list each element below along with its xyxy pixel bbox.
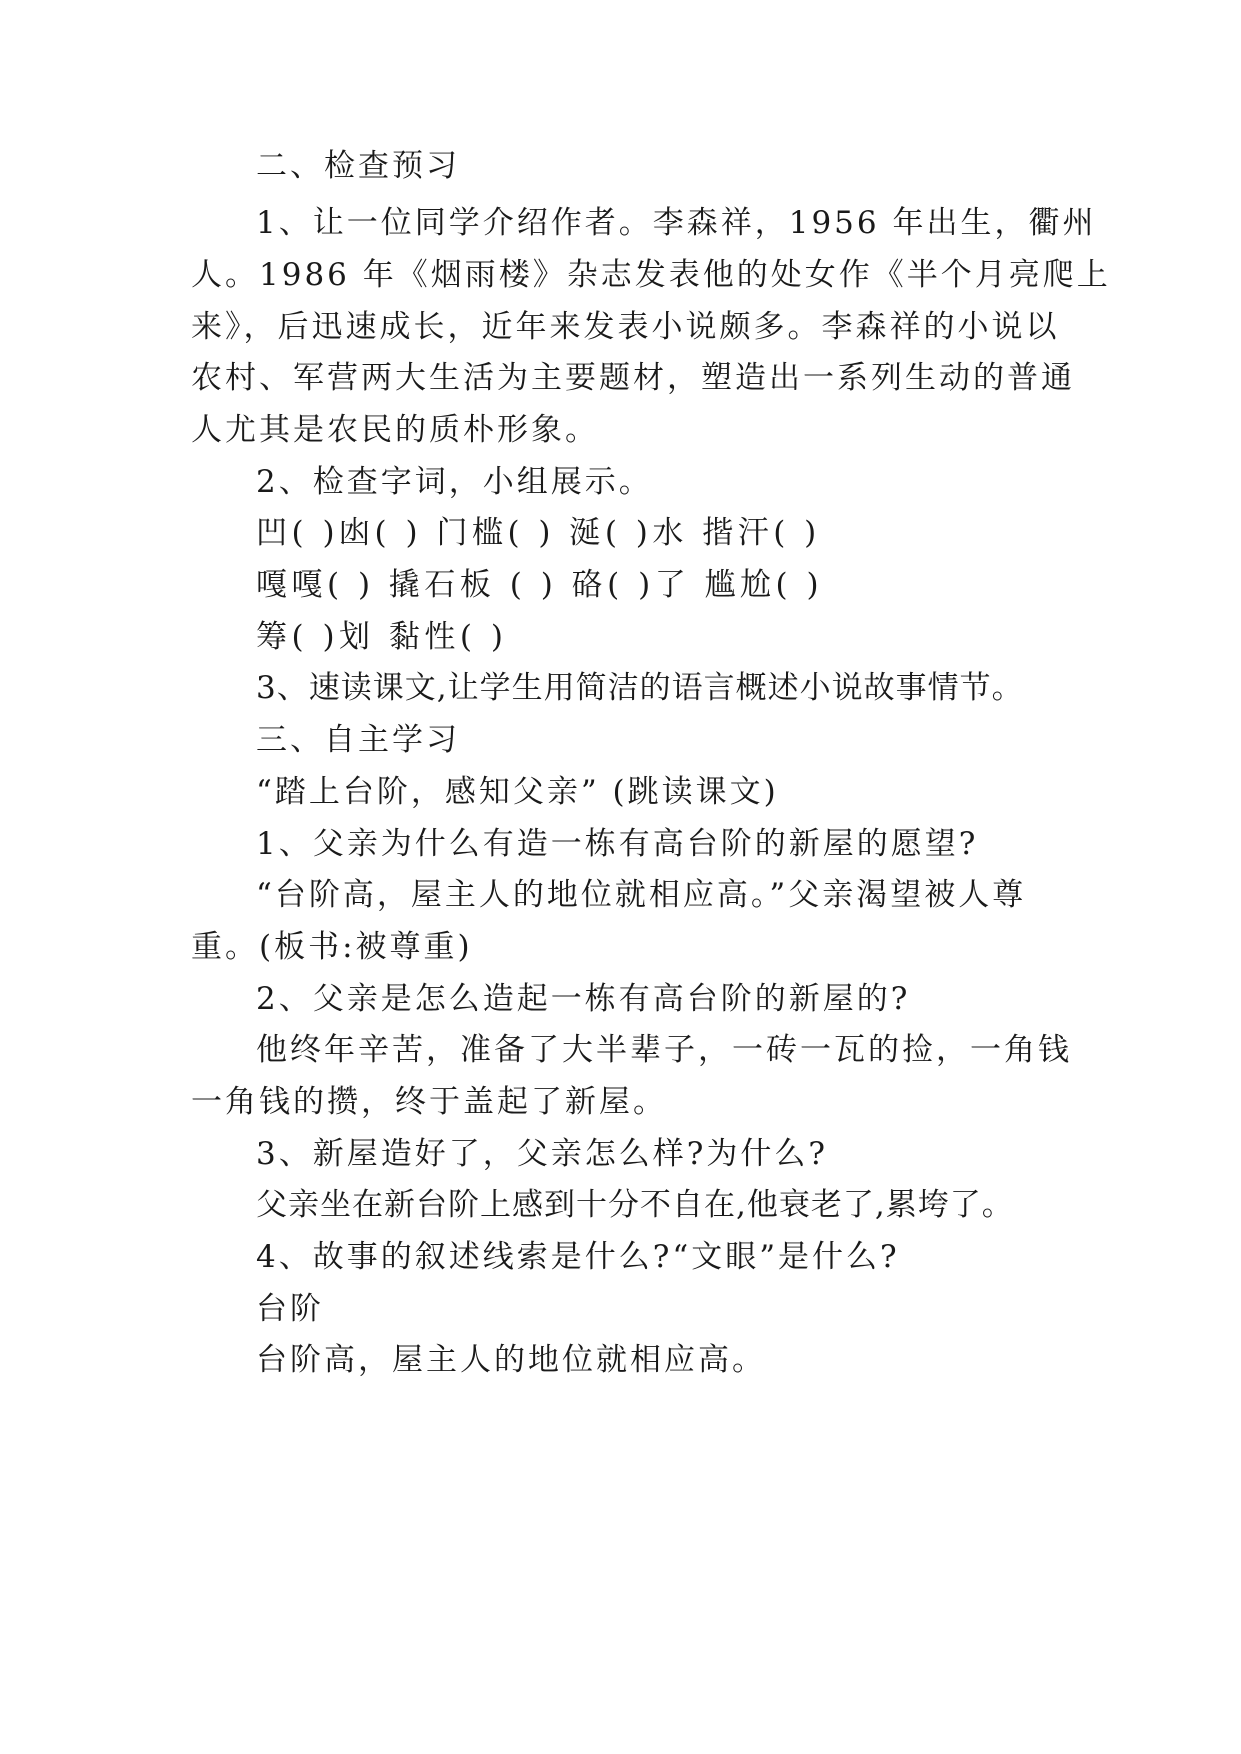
question-line: 2、父亲是怎么造起一栋有高台阶的新屋的? — [256, 981, 911, 1017]
answer-line: 他终年辛苦，准备了大半辈子，一砖一瓦的捡，一角钱 — [256, 1032, 1072, 1068]
question-line: 1、父亲为什么有造一栋有高台阶的新屋的愿望? — [256, 826, 979, 862]
paragraph-line: “踏上台阶，感知父亲” (跳读课文) — [256, 774, 779, 810]
paragraph-line: 人尤其是农民的质朴形象。 — [191, 412, 599, 448]
answer-line: 父亲坐在新台阶上感到十分不自在,他衰老了,累垮了。 — [256, 1187, 1014, 1223]
section-heading-check-preview: 二、检查预习 — [256, 148, 460, 184]
answer-line: “台阶高，屋主人的地位就相应高。”父亲渴望被人尊 — [256, 877, 1027, 913]
section-heading-self-study: 三、自主学习 — [256, 722, 460, 758]
answer-line: 一角钱的攒，终于盖起了新屋。 — [191, 1084, 667, 1120]
paragraph-line: 2、检查字词，小组展示。 — [256, 464, 653, 500]
vocabulary-line: 凹( )凼( ) 门槛( ) 涎( )水 揩汗( ) — [256, 515, 821, 551]
answer-line: 台阶 — [256, 1291, 324, 1327]
paragraph-line: 3、速读课文,让学生用简洁的语言概述小说故事情节。 — [256, 670, 1024, 706]
vocabulary-line: 筹( )划 黏性( ) — [256, 619, 508, 655]
paragraph-line: 1、让一位同学介绍作者。李森祥，1956 年出生，衢州 — [256, 205, 1097, 241]
question-line: 4、故事的叙述线索是什么?“文眼”是什么? — [256, 1239, 900, 1275]
answer-line: 台阶高，屋主人的地位就相应高。 — [256, 1342, 766, 1378]
paragraph-line: 来》，后迅速成长，近年来发表小说颇多。李森祥的小说以 — [191, 309, 1060, 345]
answer-line: 重。(板书:被尊重) — [191, 929, 473, 965]
paragraph-line: 人。1986 年《烟雨楼》杂志发表他的处女作《半个月亮爬上 — [191, 257, 1111, 293]
vocabulary-line: 嘎嘎( ) 撬石板 ( ) 硌( )了 尴尬( ) — [256, 567, 824, 603]
question-line: 3、新屋造好了，父亲怎么样?为什么? — [256, 1136, 828, 1172]
paragraph-line: 农村、军营两大生活为主要题材，塑造出一系列生动的普通 — [191, 360, 1075, 396]
